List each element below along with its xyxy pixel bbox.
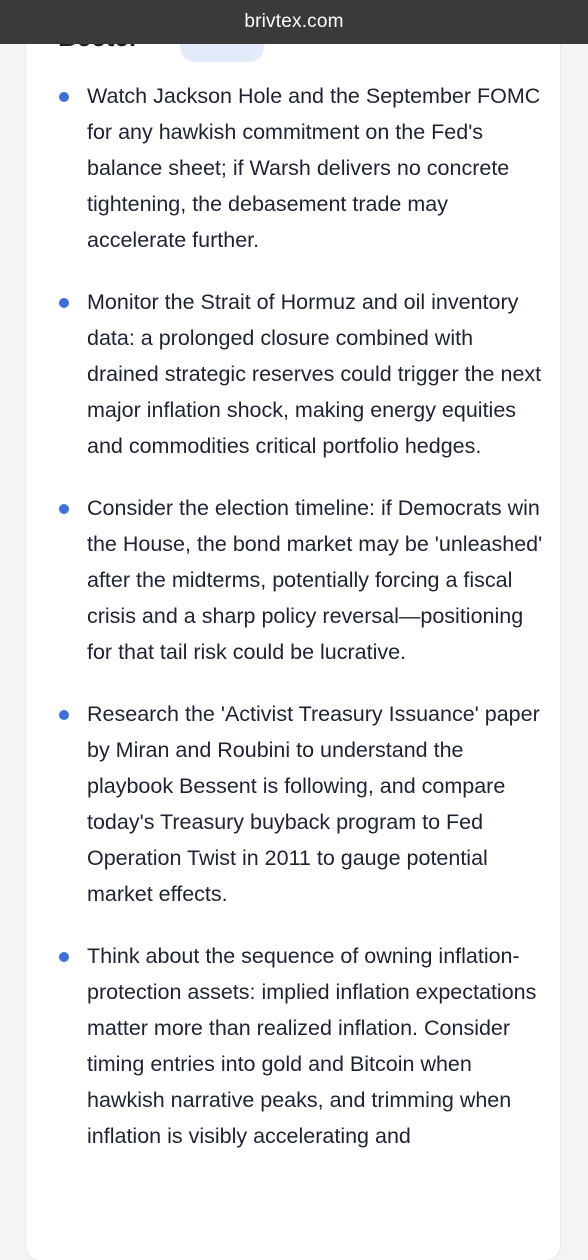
list-item-text: Consider the election timeline: if Democrats win the House, the bond market may be 'unleashed' after the midterms, potentially forcing a fiscal crisis and a sharp policy reversal—positioning for that tail risk could be lucrative. (87, 496, 543, 664)
url-text: brivtex.com (244, 11, 344, 32)
bullet-icon (59, 504, 69, 514)
list-item (26, 938, 560, 1154)
list-item-text: Think about the sequence of owning inflation-protection assets: implied inflation expectations matter more than realized inflation. Consider timing entries into gold and Bitcoin when hawkish narrative peaks, and trimming when inflation is visibly accelerating and (87, 944, 537, 1148)
list-item (26, 490, 560, 670)
browser-url-bar[interactable] (0, 0, 588, 44)
list-item-text: Monitor the Strait of Hormuz and oil inventory data: a prolonged closure combined with drained strategic reserves could trigger the next major inflation shock, making energy equities and commodities critical portfolio hedges. (87, 290, 542, 458)
list-item (26, 78, 560, 258)
content-card (26, 20, 560, 1260)
bullet-icon (59, 298, 69, 308)
bullet-icon (59, 710, 69, 720)
list-item (26, 284, 560, 464)
bullet-icon (59, 92, 69, 102)
bullet-icon (59, 952, 69, 962)
list-item (26, 696, 560, 912)
list-item-text: Watch Jackson Hole and the September FOMC for any hawkish commitment on the Fed's balance sheet; if Warsh delivers no concrete tightening, the debasement trade may accelerate further. (87, 84, 541, 252)
action-items-list (26, 78, 560, 1180)
list-item-text: Research the 'Activist Treasury Issuance' paper by Miran and Roubini to understand the playbook Bessent is following, and compare today's Treasury buyback program to Fed Operation Twist in 2011 to gauge potential market effects. (87, 702, 540, 906)
